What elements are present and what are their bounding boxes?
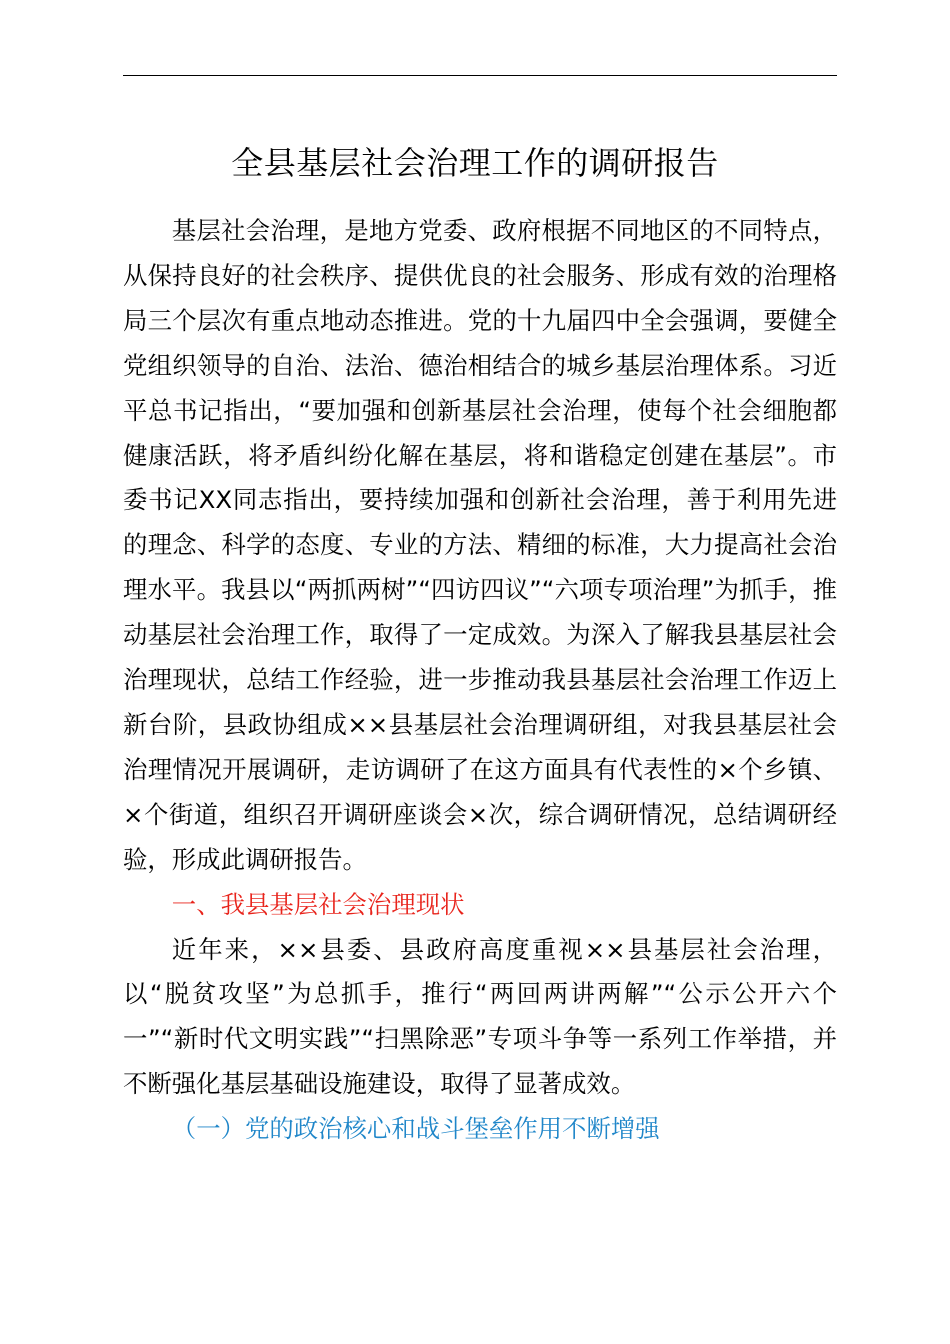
document-body: [123, 209, 837, 1152]
subsection-heading-1: （一）党的政治核心和战斗堡垒作用不断增强: [171, 1114, 660, 1144]
header-rule: [123, 75, 837, 76]
section-heading-1: 一、我县基层社会治理现状: [171, 889, 465, 919]
section-1-paragraph: 近年来，××县委、县政府高度重视××县基层社会治理，以“脱贫攻坚”为总抓手，推行“两回两讲两解”“公示公开六个一”“新时代文明实践”“扫黑除恶”专项斗争等一系列工作举措，并不断强化基层基础设施建设，取得了显著成效。: [123, 934, 837, 1099]
intro-paragraph: 基层社会治理，是地方党委、政府根据不同地区的不同特点，从保持良好的社会秩序、提供优良的社会服务、形成有效的治理格局三个层次有重点地动态推进。党的十九届四中全会强调，要健全党组织领导的自治、法治、德治相结合的城乡基层治理体系。习近平总书记指出，“要加强和创新基层社会治理，使每个社会细胞都健康活跃，将矛盾纠纷化解在基层，将和谐稳定创建在基层”。市委书记XX同志指出，要持续加强和创新社会治理，善于利用先进的理念、科学的态度、专业的方法、精细的标准，大力提高社会治理水平。我县以“两抓两树”“四访四议”“六项专项治理”为抓手，推动基层社会治理工作，取得了一定成效。为深入了解我县基层社会治理现状，总结工作经验，进一步推动我县基层社会治理工作迈上新台阶，县政协组成××县基层社会治理调研组，对我县基层社会治理情况开展调研，走访调研了在这方面具有代表性的×个乡镇、×个街道，组织召开调研座谈会×次，综合调研情况，总结调研经验，形成此调研报告。: [123, 216, 837, 874]
document-title: 全县基层社会治理工作的调研报告: [231, 144, 719, 182]
